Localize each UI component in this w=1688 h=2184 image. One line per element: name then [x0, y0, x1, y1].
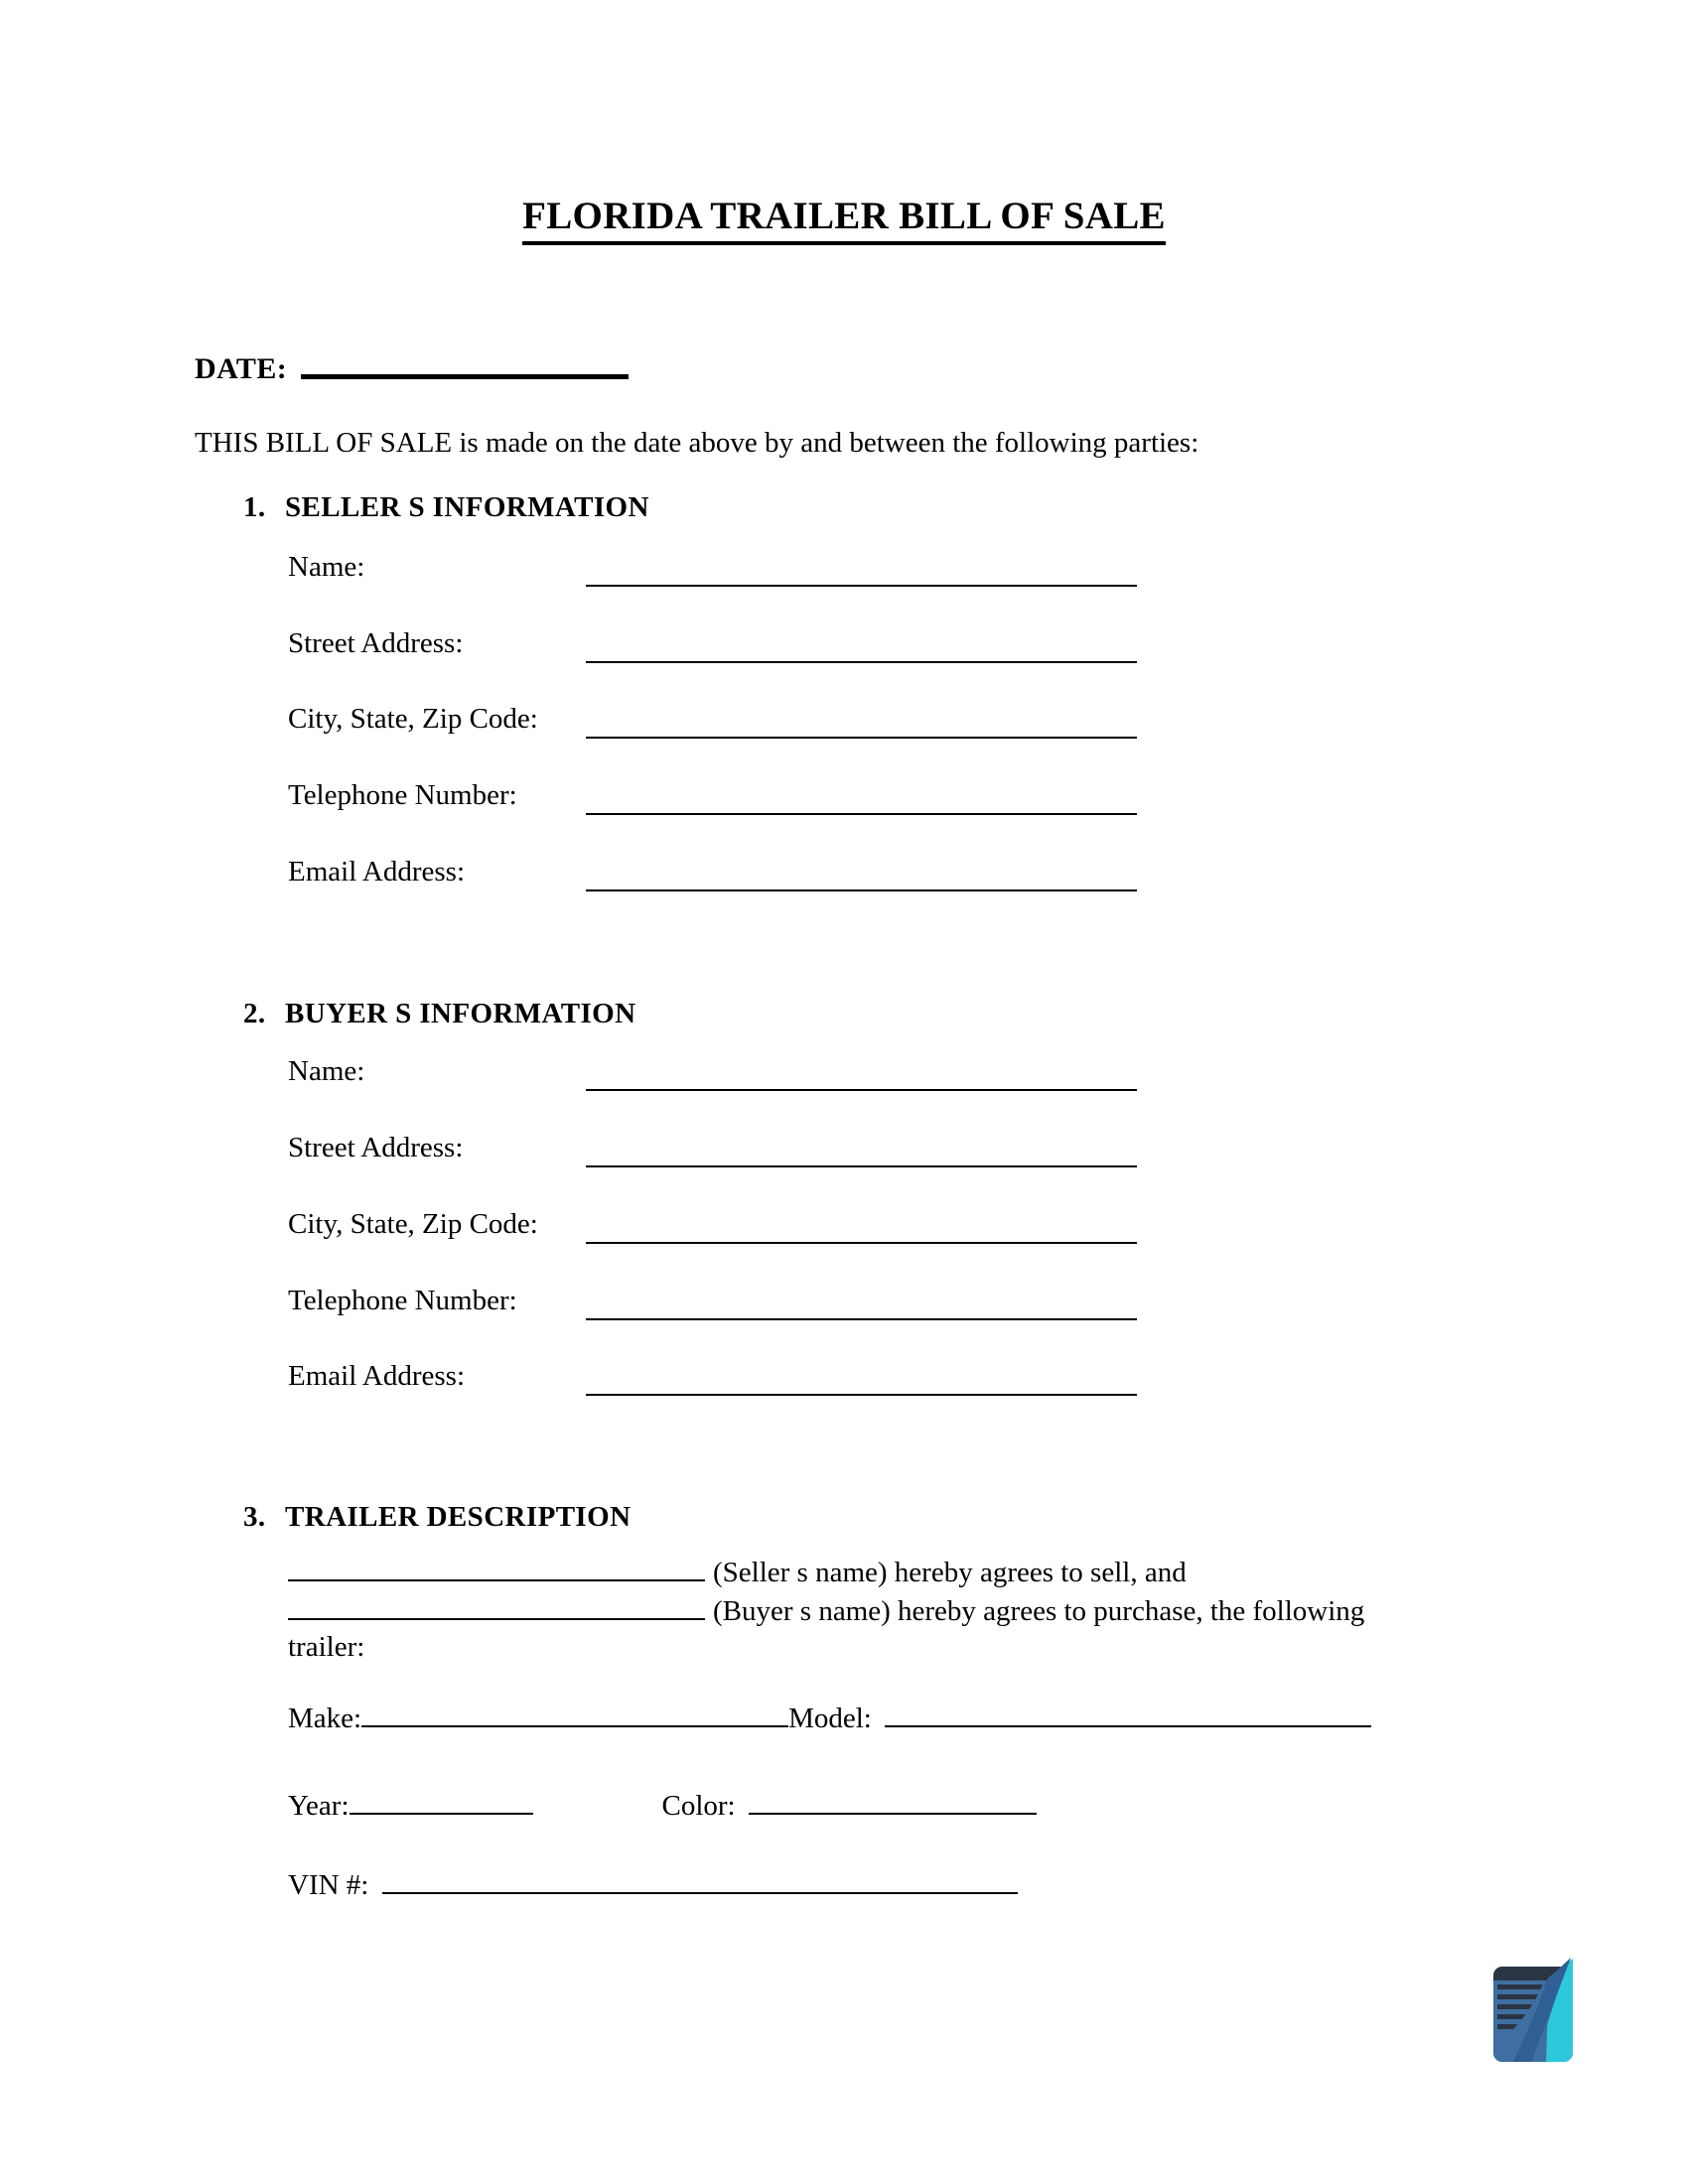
- trailer-word-text: trailer:: [288, 1631, 365, 1663]
- seller-clause-line: [288, 1554, 1479, 1592]
- year-color-row: [288, 1787, 1037, 1823]
- vin-row: [288, 1866, 1018, 1902]
- seller-city-input[interactable]: [586, 737, 1137, 739]
- seller-name-row: [288, 551, 1460, 591]
- make-model-row: [288, 1700, 1371, 1735]
- buyer-clause-text: (Buyer s name) hereby agrees to purchase, the following: [713, 1595, 1365, 1627]
- section-title-2: BUYER S INFORMATION: [285, 998, 636, 1029]
- date-label: DATE:: [195, 352, 288, 385]
- trailer-word-line: [288, 1631, 1479, 1670]
- seller-street-input[interactable]: [586, 661, 1137, 663]
- seller-city-label: City, State, Zip Code:: [288, 703, 538, 735]
- buyer-phone-label: Telephone Number:: [288, 1285, 517, 1316]
- date-row: [195, 352, 629, 386]
- seller-clause-text: (Seller s name) hereby agrees to sell, and: [713, 1557, 1187, 1588]
- section-heading-seller: [243, 491, 649, 524]
- section-number-3: 3.: [243, 1501, 266, 1533]
- make-label: Make:: [288, 1703, 362, 1734]
- model-input[interactable]: [885, 1700, 1371, 1727]
- page-title: [0, 194, 1688, 245]
- buyer-phone-row: [288, 1285, 1460, 1324]
- buyer-name-input[interactable]: [586, 1089, 1137, 1091]
- buyer-clause-line: [288, 1592, 1479, 1631]
- seller-city-row: [288, 703, 1460, 743]
- buyer-street-input[interactable]: [586, 1165, 1137, 1167]
- buyer-city-input[interactable]: [586, 1242, 1137, 1244]
- section-heading-buyer: [243, 998, 635, 1030]
- color-input[interactable]: [749, 1787, 1037, 1815]
- seller-phone-label: Telephone Number:: [288, 779, 517, 811]
- vin-input[interactable]: [382, 1866, 1018, 1894]
- buyer-street-row: [288, 1132, 1460, 1171]
- seller-street-row: [288, 627, 1460, 667]
- seller-name-label: Name:: [288, 551, 365, 583]
- model-label: Model:: [788, 1703, 872, 1734]
- year-input[interactable]: [350, 1787, 533, 1815]
- date-input-blank[interactable]: [301, 373, 629, 379]
- buyer-city-label: City, State, Zip Code:: [288, 1208, 538, 1240]
- document-logo-icon: [1483, 1954, 1583, 2071]
- buyer-city-row: [288, 1208, 1460, 1248]
- color-label: Color:: [661, 1790, 736, 1822]
- page-title-text: FLORIDA TRAILER BILL OF SALE: [522, 194, 1166, 245]
- section-title-3: TRAILER DESCRIPTION: [285, 1501, 632, 1533]
- year-label: Year:: [288, 1790, 350, 1822]
- seller-email-label: Email Address:: [288, 856, 466, 887]
- seller-phone-input[interactable]: [586, 813, 1137, 815]
- buyer-phone-input[interactable]: [586, 1318, 1137, 1320]
- buyer-name-row: [288, 1055, 1460, 1095]
- trailer-description-paragraph: [288, 1554, 1479, 1670]
- seller-name-input[interactable]: [586, 585, 1137, 587]
- section-number-2: 2.: [243, 998, 266, 1029]
- buyer-email-input[interactable]: [586, 1394, 1137, 1396]
- buyer-street-label: Street Address:: [288, 1132, 464, 1163]
- seller-phone-row: [288, 779, 1460, 819]
- intro-paragraph: THIS BILL OF SALE is made on the date above by and between the following parties:: [195, 427, 1199, 459]
- buyer-name-blank[interactable]: [288, 1592, 705, 1620]
- vin-label: VIN #:: [288, 1869, 369, 1901]
- seller-name-blank[interactable]: [288, 1554, 705, 1581]
- buyer-email-label: Email Address:: [288, 1360, 466, 1392]
- buyer-email-row: [288, 1360, 1460, 1400]
- buyer-name-label: Name:: [288, 1055, 365, 1087]
- section-heading-trailer: [243, 1501, 631, 1534]
- seller-email-row: [288, 856, 1460, 895]
- section-title-1: SELLER S INFORMATION: [285, 491, 649, 523]
- section-number-1: 1.: [243, 491, 266, 523]
- seller-street-label: Street Address:: [288, 627, 464, 659]
- seller-email-input[interactable]: [586, 889, 1137, 891]
- make-input[interactable]: [361, 1700, 788, 1727]
